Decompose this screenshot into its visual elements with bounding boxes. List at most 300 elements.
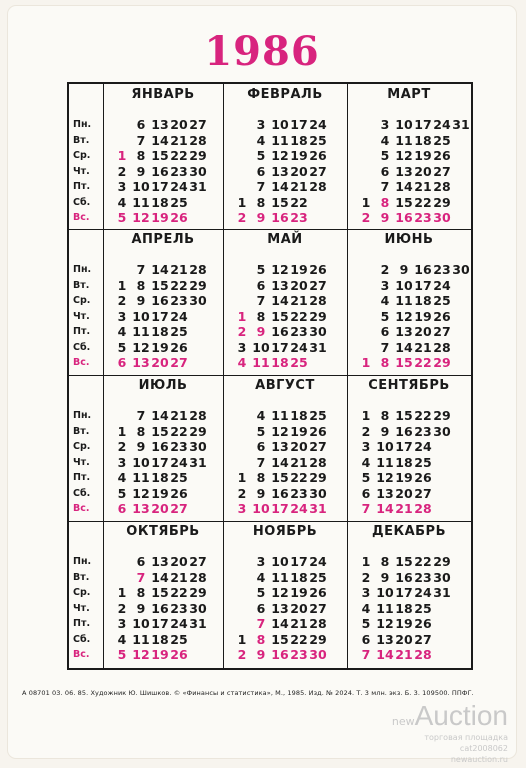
day-cell: 12 bbox=[395, 308, 413, 324]
day-cell: 7 bbox=[256, 454, 266, 470]
day-cell: 12 bbox=[132, 485, 150, 501]
day-cell: 3 bbox=[117, 308, 127, 324]
day-cell: 16 bbox=[151, 293, 169, 308]
day-cell: 21 bbox=[290, 454, 308, 470]
day-cell: 30 bbox=[189, 600, 207, 616]
day-cell: 22 bbox=[414, 408, 432, 423]
month-block bbox=[103, 521, 223, 665]
day-cell: 31 bbox=[309, 339, 327, 355]
day-cell: 5 bbox=[117, 339, 127, 355]
day-cell: 13 bbox=[271, 163, 289, 179]
day-cell: 11 bbox=[376, 600, 394, 616]
day-cell: 1 bbox=[361, 355, 371, 370]
day-cell: 19 bbox=[290, 423, 308, 439]
day-cell: 5 bbox=[361, 470, 371, 485]
day-cell: 6 bbox=[136, 554, 146, 569]
month-name: ИЮЛЬ bbox=[138, 378, 188, 393]
day-cell: 22 bbox=[290, 308, 308, 324]
day-cell: 17 bbox=[395, 585, 413, 600]
weekday-label: Вс. bbox=[73, 503, 90, 514]
day-cell: 19 bbox=[414, 148, 432, 163]
watermark bbox=[392, 700, 508, 765]
weekday-label: Чт. bbox=[73, 310, 90, 322]
day-cell: 22 bbox=[170, 423, 188, 439]
day-cell: 28 bbox=[309, 293, 327, 308]
day-cell: 31 bbox=[189, 454, 207, 470]
day-cell: 17 bbox=[290, 117, 308, 132]
day-cell: 25 bbox=[309, 569, 327, 585]
day-cell: 15 bbox=[151, 423, 169, 439]
day-cell: 4 bbox=[117, 470, 127, 485]
day-cell: 12 bbox=[271, 148, 289, 163]
day-cell: 23 bbox=[290, 647, 308, 662]
day-cell: 23 bbox=[170, 600, 188, 616]
day-cell: 23 bbox=[414, 423, 432, 439]
weekday-label: Сб. bbox=[73, 196, 91, 208]
watermark-line-1: торговая площадка bbox=[424, 733, 508, 742]
day-cell: 16 bbox=[151, 600, 169, 616]
day-cell: 26 bbox=[170, 339, 188, 355]
day-cell: 22 bbox=[290, 194, 308, 210]
month-block bbox=[223, 229, 347, 373]
day-cell: 17 bbox=[290, 554, 308, 569]
day-cell: 28 bbox=[309, 179, 327, 194]
day-cell: 2 bbox=[117, 293, 127, 308]
day-cell: 24 bbox=[170, 308, 188, 324]
day-cell: 18 bbox=[395, 454, 413, 470]
day-cell: 15 bbox=[395, 408, 413, 423]
day-cell: 15 bbox=[395, 355, 413, 370]
month-block bbox=[347, 84, 471, 228]
day-cell: 10 bbox=[376, 585, 394, 600]
day-cell: 26 bbox=[309, 148, 327, 163]
day-cell: 18 bbox=[395, 600, 413, 616]
day-cell: 25 bbox=[433, 293, 451, 308]
watermark-brand: Auction bbox=[414, 700, 508, 731]
day-cell: 29 bbox=[433, 408, 451, 423]
day-cell: 29 bbox=[433, 554, 451, 569]
day-cell: 9 bbox=[136, 600, 146, 616]
day-cell: 2 bbox=[361, 423, 371, 439]
day-cell: 5 bbox=[117, 647, 127, 662]
day-cell: 28 bbox=[309, 616, 327, 631]
day-cell: 20 bbox=[170, 117, 188, 132]
day-cell: 24 bbox=[170, 616, 188, 631]
day-cell: 27 bbox=[309, 163, 327, 179]
day-cell: 29 bbox=[189, 277, 207, 293]
day-cell: 6 bbox=[361, 485, 371, 501]
day-cell: 15 bbox=[395, 554, 413, 569]
day-cell: 10 bbox=[271, 554, 289, 569]
day-cell: 27 bbox=[189, 554, 207, 569]
day-cell: 4 bbox=[117, 631, 127, 647]
day-cell: 11 bbox=[376, 454, 394, 470]
day-cell: 6 bbox=[117, 355, 127, 370]
day-cell: 3 bbox=[117, 616, 127, 631]
day-cell: 29 bbox=[309, 470, 327, 485]
day-cell: 19 bbox=[151, 210, 169, 225]
day-cell: 3 bbox=[256, 554, 266, 569]
day-cell: 27 bbox=[309, 439, 327, 454]
day-cell: 13 bbox=[395, 324, 413, 339]
day-cell: 27 bbox=[170, 501, 188, 516]
day-cell: 13 bbox=[132, 355, 150, 370]
day-cell: 13 bbox=[271, 277, 289, 293]
day-cell: 16 bbox=[151, 163, 169, 179]
month-block bbox=[223, 84, 347, 228]
weekday-label: Вс. bbox=[73, 357, 90, 368]
day-cell: 25 bbox=[170, 324, 188, 339]
day-cell: 21 bbox=[170, 408, 188, 423]
day-cell: 2 bbox=[380, 262, 390, 277]
day-cell: 7 bbox=[361, 647, 371, 662]
day-cell: 14 bbox=[271, 179, 289, 194]
day-cell: 11 bbox=[132, 324, 150, 339]
day-cell: 24 bbox=[170, 454, 188, 470]
weekday-label: Пн. bbox=[73, 119, 92, 130]
weekday-label: Вс. bbox=[73, 212, 90, 223]
day-cell: 2 bbox=[117, 163, 127, 179]
day-cell: 21 bbox=[290, 179, 308, 194]
day-cell: 31 bbox=[309, 501, 327, 516]
day-cell: 13 bbox=[395, 163, 413, 179]
day-cell: 4 bbox=[117, 194, 127, 210]
day-cell: 11 bbox=[271, 569, 289, 585]
day-cell: 1 bbox=[117, 423, 127, 439]
day-cell: 13 bbox=[271, 439, 289, 454]
day-cell: 20 bbox=[151, 501, 169, 516]
day-cell: 5 bbox=[256, 585, 266, 600]
day-cell: 2 bbox=[237, 210, 247, 225]
day-cell: 22 bbox=[414, 194, 432, 210]
calendar-grid bbox=[67, 82, 473, 670]
day-cell: 29 bbox=[189, 148, 207, 163]
day-cell: 1 bbox=[237, 308, 247, 324]
day-cell: 27 bbox=[433, 163, 451, 179]
weekday-label: Вт. bbox=[73, 279, 90, 291]
day-cell: 7 bbox=[380, 339, 390, 355]
day-cell: 25 bbox=[414, 454, 432, 470]
month-block bbox=[103, 229, 223, 373]
day-cell: 8 bbox=[380, 408, 390, 423]
day-cell: 18 bbox=[151, 194, 169, 210]
day-cell: 17 bbox=[414, 117, 432, 132]
day-cell: 18 bbox=[290, 569, 308, 585]
day-cell: 9 bbox=[256, 210, 266, 225]
day-cell: 21 bbox=[290, 616, 308, 631]
day-cell: 9 bbox=[380, 569, 390, 585]
day-cell: 25 bbox=[309, 132, 327, 148]
day-cell: 1 bbox=[117, 585, 127, 600]
day-cell: 7 bbox=[136, 132, 146, 148]
day-cell: 12 bbox=[132, 647, 150, 662]
day-cell: 5 bbox=[117, 210, 127, 225]
month-block bbox=[103, 84, 223, 228]
day-cell: 5 bbox=[117, 485, 127, 501]
day-cell: 18 bbox=[271, 355, 289, 370]
day-cell: 13 bbox=[376, 631, 394, 647]
day-cell: 3 bbox=[380, 117, 390, 132]
day-cell: 8 bbox=[136, 148, 146, 163]
day-cell: 21 bbox=[290, 293, 308, 308]
day-cell: 30 bbox=[309, 647, 327, 662]
day-cell: 23 bbox=[170, 439, 188, 454]
day-cell: 12 bbox=[271, 585, 289, 600]
day-cell: 19 bbox=[290, 262, 308, 277]
day-cell: 24 bbox=[414, 439, 432, 454]
weekday-label: Чт. bbox=[73, 165, 90, 177]
day-cell: 23 bbox=[170, 293, 188, 308]
day-cell: 5 bbox=[361, 616, 371, 631]
day-cell: 14 bbox=[271, 293, 289, 308]
day-cell: 28 bbox=[414, 501, 432, 516]
day-cell: 19 bbox=[395, 470, 413, 485]
day-cell: 4 bbox=[380, 132, 390, 148]
month-block bbox=[223, 521, 347, 665]
day-cell: 8 bbox=[256, 194, 266, 210]
day-cell: 4 bbox=[361, 600, 371, 616]
day-cell: 8 bbox=[256, 470, 266, 485]
day-cell: 25 bbox=[170, 194, 188, 210]
weekday-label: Вт. bbox=[73, 134, 90, 146]
day-cell: 4 bbox=[237, 355, 247, 370]
day-cell: 29 bbox=[189, 423, 207, 439]
day-cell: 1 bbox=[237, 470, 247, 485]
day-cell: 24 bbox=[170, 179, 188, 194]
day-cell: 4 bbox=[256, 569, 266, 585]
weekday-label: Пн. bbox=[73, 410, 92, 421]
month-name: АВГУСТ bbox=[255, 378, 315, 393]
day-cell: 28 bbox=[189, 408, 207, 423]
day-cell: 14 bbox=[271, 616, 289, 631]
day-cell: 12 bbox=[271, 262, 289, 277]
weekday-label: Пт. bbox=[73, 618, 91, 629]
day-cell: 13 bbox=[132, 501, 150, 516]
day-cell: 9 bbox=[256, 485, 266, 501]
day-cell: 11 bbox=[132, 631, 150, 647]
day-cell: 11 bbox=[132, 470, 150, 485]
month-name: АПРЕЛЬ bbox=[131, 232, 195, 247]
day-cell: 8 bbox=[380, 355, 390, 370]
day-cell: 17 bbox=[271, 339, 289, 355]
day-cell: 22 bbox=[290, 470, 308, 485]
day-cell: 7 bbox=[256, 179, 266, 194]
day-cell: 29 bbox=[189, 585, 207, 600]
day-cell: 15 bbox=[151, 148, 169, 163]
day-cell: 15 bbox=[151, 585, 169, 600]
day-cell: 27 bbox=[414, 485, 432, 501]
day-cell: 6 bbox=[136, 117, 146, 132]
day-cell: 24 bbox=[433, 277, 451, 293]
weekday-label: Пт. bbox=[73, 326, 91, 337]
day-cell: 7 bbox=[380, 179, 390, 194]
day-cell: 14 bbox=[151, 408, 169, 423]
day-cell: 16 bbox=[271, 485, 289, 501]
day-cell: 14 bbox=[395, 179, 413, 194]
day-cell: 26 bbox=[309, 262, 327, 277]
day-cell: 19 bbox=[151, 339, 169, 355]
day-cell: 9 bbox=[380, 210, 390, 225]
weekday-label: Ср. bbox=[73, 295, 91, 306]
day-cell: 3 bbox=[117, 454, 127, 470]
day-cell: 11 bbox=[395, 132, 413, 148]
day-cell: 6 bbox=[361, 631, 371, 647]
day-cell: 11 bbox=[271, 408, 289, 423]
day-cell: 31 bbox=[189, 616, 207, 631]
day-cell: 28 bbox=[189, 132, 207, 148]
day-cell: 26 bbox=[433, 148, 451, 163]
day-cell: 17 bbox=[151, 308, 169, 324]
day-cell: 23 bbox=[414, 210, 432, 225]
day-cell: 25 bbox=[290, 355, 308, 370]
day-cell: 27 bbox=[414, 631, 432, 647]
day-cell: 20 bbox=[395, 631, 413, 647]
watermark-line-3: newauction.ru bbox=[450, 755, 508, 764]
day-cell: 31 bbox=[452, 117, 470, 132]
day-cell: 30 bbox=[433, 423, 451, 439]
day-cell: 24 bbox=[290, 501, 308, 516]
day-cell: 1 bbox=[237, 194, 247, 210]
day-cell: 18 bbox=[290, 408, 308, 423]
day-cell: 3 bbox=[361, 439, 371, 454]
weekday-label: Сб. bbox=[73, 487, 91, 499]
day-cell: 17 bbox=[151, 454, 169, 470]
month-block bbox=[103, 375, 223, 519]
day-cell: 26 bbox=[170, 485, 188, 501]
day-cell: 25 bbox=[170, 470, 188, 485]
day-cell: 10 bbox=[252, 501, 270, 516]
day-cell: 4 bbox=[361, 454, 371, 470]
day-cell: 14 bbox=[151, 569, 169, 585]
day-cell: 15 bbox=[395, 194, 413, 210]
day-cell: 14 bbox=[395, 339, 413, 355]
month-name: МАЙ bbox=[267, 232, 303, 247]
day-cell: 30 bbox=[189, 439, 207, 454]
day-cell: 9 bbox=[380, 423, 390, 439]
month-name: ФЕВРАЛЬ bbox=[247, 87, 323, 102]
day-cell: 9 bbox=[256, 324, 266, 339]
day-cell: 18 bbox=[414, 293, 432, 308]
day-cell: 25 bbox=[414, 600, 432, 616]
day-cell: 19 bbox=[395, 616, 413, 631]
weekday-label: Ср. bbox=[73, 150, 91, 161]
day-cell: 30 bbox=[433, 569, 451, 585]
day-cell: 1 bbox=[361, 408, 371, 423]
day-cell: 6 bbox=[380, 324, 390, 339]
day-cell: 10 bbox=[132, 616, 150, 631]
day-cell: 22 bbox=[414, 554, 432, 569]
day-cell: 15 bbox=[271, 308, 289, 324]
day-cell: 8 bbox=[136, 585, 146, 600]
day-cell: 28 bbox=[309, 454, 327, 470]
day-cell: 18 bbox=[151, 631, 169, 647]
day-cell: 26 bbox=[414, 616, 432, 631]
day-cell: 20 bbox=[290, 600, 308, 616]
day-cell: 19 bbox=[290, 148, 308, 163]
day-cell: 22 bbox=[170, 277, 188, 293]
day-cell: 22 bbox=[170, 148, 188, 163]
day-cell: 19 bbox=[151, 647, 169, 662]
day-cell: 15 bbox=[271, 631, 289, 647]
day-cell: 30 bbox=[309, 485, 327, 501]
day-cell: 6 bbox=[256, 439, 266, 454]
month-name: МАРТ bbox=[387, 87, 431, 102]
day-cell: 1 bbox=[361, 554, 371, 569]
day-cell: 15 bbox=[151, 277, 169, 293]
day-cell: 11 bbox=[395, 293, 413, 308]
day-cell: 28 bbox=[414, 647, 432, 662]
day-cell: 12 bbox=[376, 616, 394, 631]
day-cell: 22 bbox=[290, 631, 308, 647]
day-cell: 8 bbox=[380, 194, 390, 210]
day-cell: 3 bbox=[237, 501, 247, 516]
day-cell: 9 bbox=[136, 293, 146, 308]
day-cell: 13 bbox=[376, 485, 394, 501]
day-cell: 17 bbox=[151, 616, 169, 631]
day-cell: 26 bbox=[170, 210, 188, 225]
day-cell: 3 bbox=[361, 585, 371, 600]
day-cell: 29 bbox=[309, 631, 327, 647]
weekday-label: Вт. bbox=[73, 571, 90, 583]
day-cell: 14 bbox=[151, 262, 169, 277]
day-cell: 28 bbox=[433, 339, 451, 355]
month-block bbox=[223, 375, 347, 519]
day-cell: 8 bbox=[380, 554, 390, 569]
weekday-label: Вт. bbox=[73, 425, 90, 437]
day-cell: 11 bbox=[271, 132, 289, 148]
day-cell: 27 bbox=[309, 277, 327, 293]
weekday-label: Сб. bbox=[73, 341, 91, 353]
month-name: ДЕКАБРЬ bbox=[372, 524, 446, 539]
day-cell: 1 bbox=[237, 631, 247, 647]
day-cell: 20 bbox=[290, 277, 308, 293]
day-cell: 16 bbox=[151, 439, 169, 454]
day-cell: 17 bbox=[395, 439, 413, 454]
weekday-label: Пт. bbox=[73, 472, 91, 483]
day-cell: 29 bbox=[309, 308, 327, 324]
calendar-card bbox=[8, 6, 516, 758]
month-name: ИЮНЬ bbox=[384, 232, 434, 247]
day-cell: 15 bbox=[271, 194, 289, 210]
day-cell: 19 bbox=[151, 485, 169, 501]
watermark-new: new bbox=[391, 715, 415, 728]
month-name: СЕНТЯБРЬ bbox=[368, 378, 450, 393]
day-cell: 24 bbox=[433, 117, 451, 132]
month-name: НОЯБРЬ bbox=[252, 524, 318, 539]
day-cell: 7 bbox=[136, 262, 146, 277]
day-cell: 8 bbox=[256, 308, 266, 324]
day-cell: 16 bbox=[271, 647, 289, 662]
day-cell: 20 bbox=[395, 485, 413, 501]
day-cell: 30 bbox=[452, 262, 470, 277]
day-cell: 27 bbox=[309, 600, 327, 616]
day-cell: 5 bbox=[256, 423, 266, 439]
day-cell: 21 bbox=[414, 179, 432, 194]
day-cell: 10 bbox=[395, 277, 413, 293]
day-cell: 9 bbox=[256, 647, 266, 662]
day-cell: 10 bbox=[132, 308, 150, 324]
day-cell: 2 bbox=[361, 210, 371, 225]
day-cell: 18 bbox=[151, 324, 169, 339]
day-cell: 1 bbox=[117, 148, 127, 163]
day-cell: 20 bbox=[170, 554, 188, 569]
day-cell: 20 bbox=[414, 324, 432, 339]
day-cell: 3 bbox=[256, 117, 266, 132]
day-cell: 12 bbox=[132, 339, 150, 355]
day-cell: 2 bbox=[237, 485, 247, 501]
day-cell: 20 bbox=[151, 355, 169, 370]
weekday-label: Ср. bbox=[73, 441, 91, 452]
